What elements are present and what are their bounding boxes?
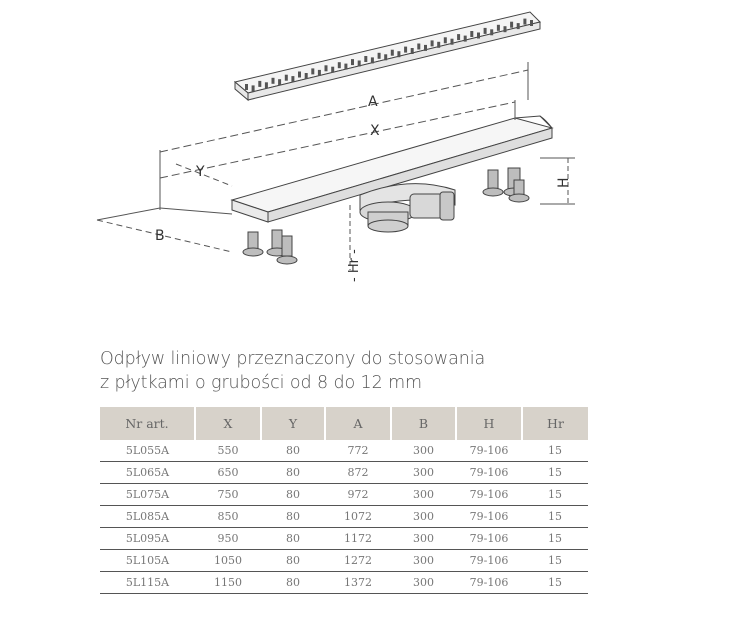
cell-nr-art: 5L075A xyxy=(100,484,195,506)
dimension-lines xyxy=(97,62,575,270)
adjustable-feet-right xyxy=(483,168,529,202)
description-line-1: Odpływ liniowy przeznaczony do stosowania xyxy=(100,349,486,369)
cell-nr-art: 5L095A xyxy=(100,528,195,550)
grate-slot xyxy=(517,23,520,29)
cell-y: 80 xyxy=(261,572,325,594)
cell-hr: 15 xyxy=(522,528,588,550)
grate-slot xyxy=(318,70,321,76)
label-Y: Y xyxy=(196,164,205,180)
cell-b: 300 xyxy=(391,506,456,528)
cell-b: 300 xyxy=(391,572,456,594)
description-line-2: z płytkami o grubości od 8 do 12 mm xyxy=(100,373,422,393)
grate-slot xyxy=(457,34,460,40)
product-description xyxy=(100,347,660,395)
grate-slot xyxy=(351,59,354,65)
table-row xyxy=(100,572,588,594)
grate-slot xyxy=(245,84,248,90)
grate-slot xyxy=(464,36,467,42)
grate-slot xyxy=(417,44,420,50)
label-H: H xyxy=(556,177,572,188)
cell-b: 300 xyxy=(391,550,456,572)
table-row xyxy=(100,484,588,506)
label-X: X xyxy=(370,123,380,139)
cell-hr: 15 xyxy=(522,462,588,484)
grate-slot xyxy=(384,54,387,60)
cell-h: 79-106 xyxy=(456,484,522,506)
cell-x: 1150 xyxy=(195,572,261,594)
grate-slot xyxy=(391,50,394,56)
grate-slot xyxy=(371,57,374,63)
cell-hr: 15 xyxy=(522,484,588,506)
cell-nr-art: 5L055A xyxy=(100,440,195,462)
grate-slot xyxy=(311,68,314,74)
cell-x: 950 xyxy=(195,528,261,550)
technical-drawing xyxy=(0,0,755,300)
grate-slot xyxy=(344,64,347,70)
cell-a: 772 xyxy=(325,440,391,462)
cell-b: 300 xyxy=(391,528,456,550)
grate-slot xyxy=(258,81,261,87)
header-a: A xyxy=(325,407,391,440)
header-x: X xyxy=(195,407,261,440)
grate-slot xyxy=(523,19,526,25)
grate-slot xyxy=(424,45,427,51)
cell-h: 79-106 xyxy=(456,506,522,528)
header-h: H xyxy=(456,407,522,440)
grate-slot xyxy=(477,33,480,39)
cell-nr-art: 5L115A xyxy=(100,572,195,594)
grate-slot xyxy=(451,39,454,45)
cell-a: 972 xyxy=(325,484,391,506)
table-row xyxy=(100,528,588,550)
cell-x: 550 xyxy=(195,440,261,462)
cell-a: 872 xyxy=(325,462,391,484)
label-Hr: - Hr - xyxy=(347,249,362,282)
grate-slot xyxy=(444,37,447,43)
label-B: B xyxy=(155,228,165,244)
cell-b: 300 xyxy=(391,440,456,462)
table-row xyxy=(100,550,588,572)
cell-hr: 15 xyxy=(522,440,588,462)
adjustable-feet-left xyxy=(243,230,297,264)
grate-slot xyxy=(497,25,500,31)
grate-slot xyxy=(278,79,281,85)
grate-plate xyxy=(235,12,540,100)
grate-slot xyxy=(305,73,308,79)
grate-slot xyxy=(298,72,301,78)
label-A: A xyxy=(368,94,378,110)
cell-x: 1050 xyxy=(195,550,261,572)
cell-hr: 15 xyxy=(522,506,588,528)
grate-slot xyxy=(338,62,341,68)
cell-nr-art: 5L105A xyxy=(100,550,195,572)
cell-a: 1072 xyxy=(325,506,391,528)
cell-h: 79-106 xyxy=(456,462,522,484)
cell-x: 850 xyxy=(195,506,261,528)
cell-y: 80 xyxy=(261,528,325,550)
grate-slot xyxy=(490,29,493,35)
cell-y: 80 xyxy=(261,550,325,572)
table-header-row xyxy=(100,407,588,440)
cell-a: 1372 xyxy=(325,572,391,594)
grate-slot xyxy=(331,67,334,73)
cell-x: 650 xyxy=(195,462,261,484)
grate-slot xyxy=(272,78,275,84)
header-hr: Hr xyxy=(522,407,588,440)
header-y: Y xyxy=(261,407,325,440)
grate-slot xyxy=(291,76,294,82)
cell-b: 300 xyxy=(391,484,456,506)
grate-slot xyxy=(411,48,414,54)
grate-slot xyxy=(437,42,440,48)
cell-h: 79-106 xyxy=(456,572,522,594)
spec-table xyxy=(100,407,588,594)
siphon-outlet xyxy=(360,184,455,232)
header-nr-art: Nr art. xyxy=(100,407,195,440)
cell-b: 300 xyxy=(391,462,456,484)
grate-slot xyxy=(364,56,367,62)
cell-a: 1172 xyxy=(325,528,391,550)
grate-slot xyxy=(470,31,473,37)
grate-slot xyxy=(265,82,268,88)
table-row xyxy=(100,462,588,484)
grate-slot xyxy=(285,75,288,81)
cell-nr-art: 5L065A xyxy=(100,462,195,484)
table-row xyxy=(100,440,588,462)
cell-h: 79-106 xyxy=(456,550,522,572)
grate-slot xyxy=(504,26,507,32)
cell-hr: 15 xyxy=(522,550,588,572)
cell-y: 80 xyxy=(261,462,325,484)
grate-slot xyxy=(378,53,381,59)
grate-slot xyxy=(358,61,361,67)
cell-h: 79-106 xyxy=(456,528,522,550)
grate-slot xyxy=(404,47,407,53)
grate-slot xyxy=(530,20,533,26)
cell-hr: 15 xyxy=(522,572,588,594)
cell-y: 80 xyxy=(261,484,325,506)
cell-y: 80 xyxy=(261,440,325,462)
grate-slot xyxy=(431,40,434,46)
cell-y: 80 xyxy=(261,506,325,528)
grate-slot xyxy=(510,22,513,28)
cell-x: 750 xyxy=(195,484,261,506)
grate-slot xyxy=(397,51,400,57)
grate-slot xyxy=(325,65,328,71)
cell-nr-art: 5L085A xyxy=(100,506,195,528)
grate-slot xyxy=(252,85,255,91)
cell-a: 1272 xyxy=(325,550,391,572)
grate-slot xyxy=(484,28,487,34)
table-row xyxy=(100,506,588,528)
cell-h: 79-106 xyxy=(456,440,522,462)
header-b: B xyxy=(391,407,456,440)
